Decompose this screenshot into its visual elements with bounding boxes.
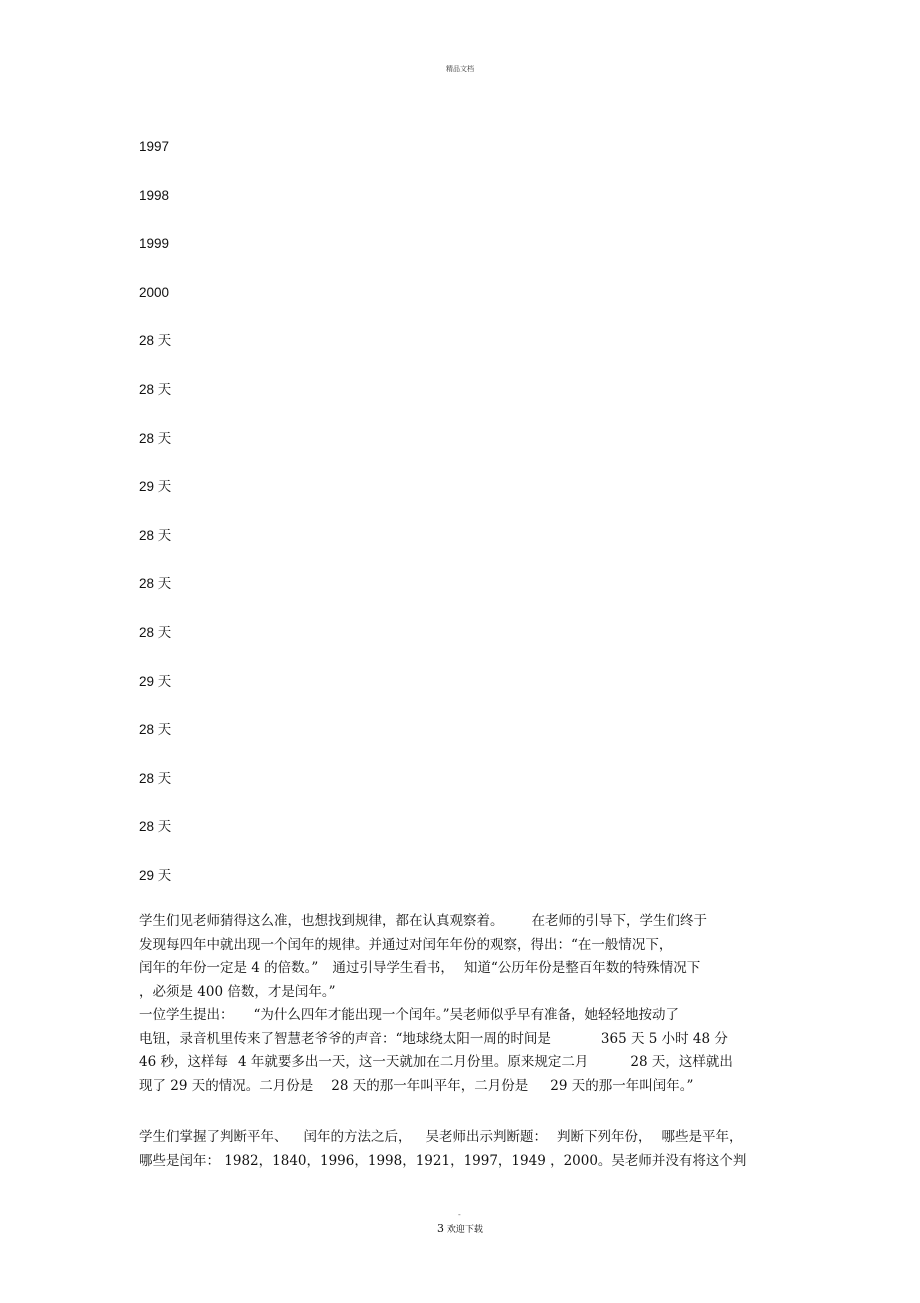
para1-line4: ，必须是 400 倍数，才是闰年。” [139,983,336,1000]
list-item: 2000 [139,284,170,300]
para1-line8b: 28 天的那一年叫平年，二月份是 [331,1077,529,1094]
list-item: 28 天 [139,576,172,592]
para1-line3c: 知道“公历年份是整百年数的特殊情况下 [463,960,701,976]
para1-line7c: 28 天，这样就出 [630,1054,733,1070]
list-item: 28 天 [139,430,172,446]
list-item: 1999 [139,236,170,252]
list-item: 29 天 [139,867,172,883]
para1-line5b: “为什么四年才能出现一个闰年。”吴老师似乎早有准备，她轻轻地按动了 [253,1007,680,1023]
year-days-list [139,138,171,916]
list-item: 29 天 [139,479,172,495]
list-item: 28 天 [139,770,172,786]
para1-line2: 发现每四年中就出现一个闰年的规律。并通过对闰年年份的观察，得出：“在一般情况下， [139,936,673,953]
para2-line1b: 闰年的方法之后， [303,1129,412,1145]
para1-line8c: 29 天的那一年叫闰年。” [550,1077,694,1094]
para1-line3a: 闰年的年份一定是 4 的倍数。” [139,960,319,976]
page-number: 3 [437,1222,445,1235]
list-item: 28 天 [139,333,172,349]
para2-line1d: 判断下列年份， [557,1129,652,1145]
list-item: 29 天 [139,673,172,689]
footer-text: 欢迎下载 [446,1225,483,1235]
para1-line6b: 365 天 5 小时 48 分 [600,1030,728,1047]
para1-line7b: 4 年就要多出一天，这一天就加在二月份里。原来规定二月 [237,1054,589,1070]
para1-line5a: 一位学生提出： [139,1007,234,1023]
body-paragraph-2 [139,1126,779,1173]
para1-line6a: 电钮，录音机里传来了智慧老爷爷的声音：“地球绕太阳一周的时间是 [139,1030,551,1047]
list-item: 28 天 [139,624,172,640]
header-watermark: 精品文档 [446,65,474,73]
para2-line1c: 吴老师出示判断题： [425,1129,547,1145]
para1-line7a: 46 秒，这样每 [139,1054,228,1070]
list-item: 28 天 [139,722,172,738]
list-item: 1998 [139,187,170,203]
list-item: 28 天 [139,381,172,397]
list-item: 28 天 [139,819,172,835]
para1-line8a: 现了 29 天的情况。二月份是 [139,1077,314,1094]
list-item: 1997 [139,139,170,154]
page-footer [0,1222,920,1235]
list-item: 28 天 [139,527,172,543]
para1-line3b: 通过引导学生看书， [332,960,454,976]
para1-line1b: 在老师的引导下，学生们终于 [531,913,707,929]
para1-line1a: 学生们见老师猜得这么准，也想找到规律，都在认真观察着。 [139,913,504,929]
body-paragraph-1 [139,910,779,1098]
footer-dot: - [458,1210,461,1219]
para2-line2: 哪些是闰年： 1982，1840，1996，1998，1921，1997，1949 ，2000。吴老师并没有将这个判 [139,1152,747,1169]
para2-line1e: 哪些是平年， [661,1129,743,1145]
para2-line1a: 学生们掌握了判断平年、 [139,1129,288,1145]
